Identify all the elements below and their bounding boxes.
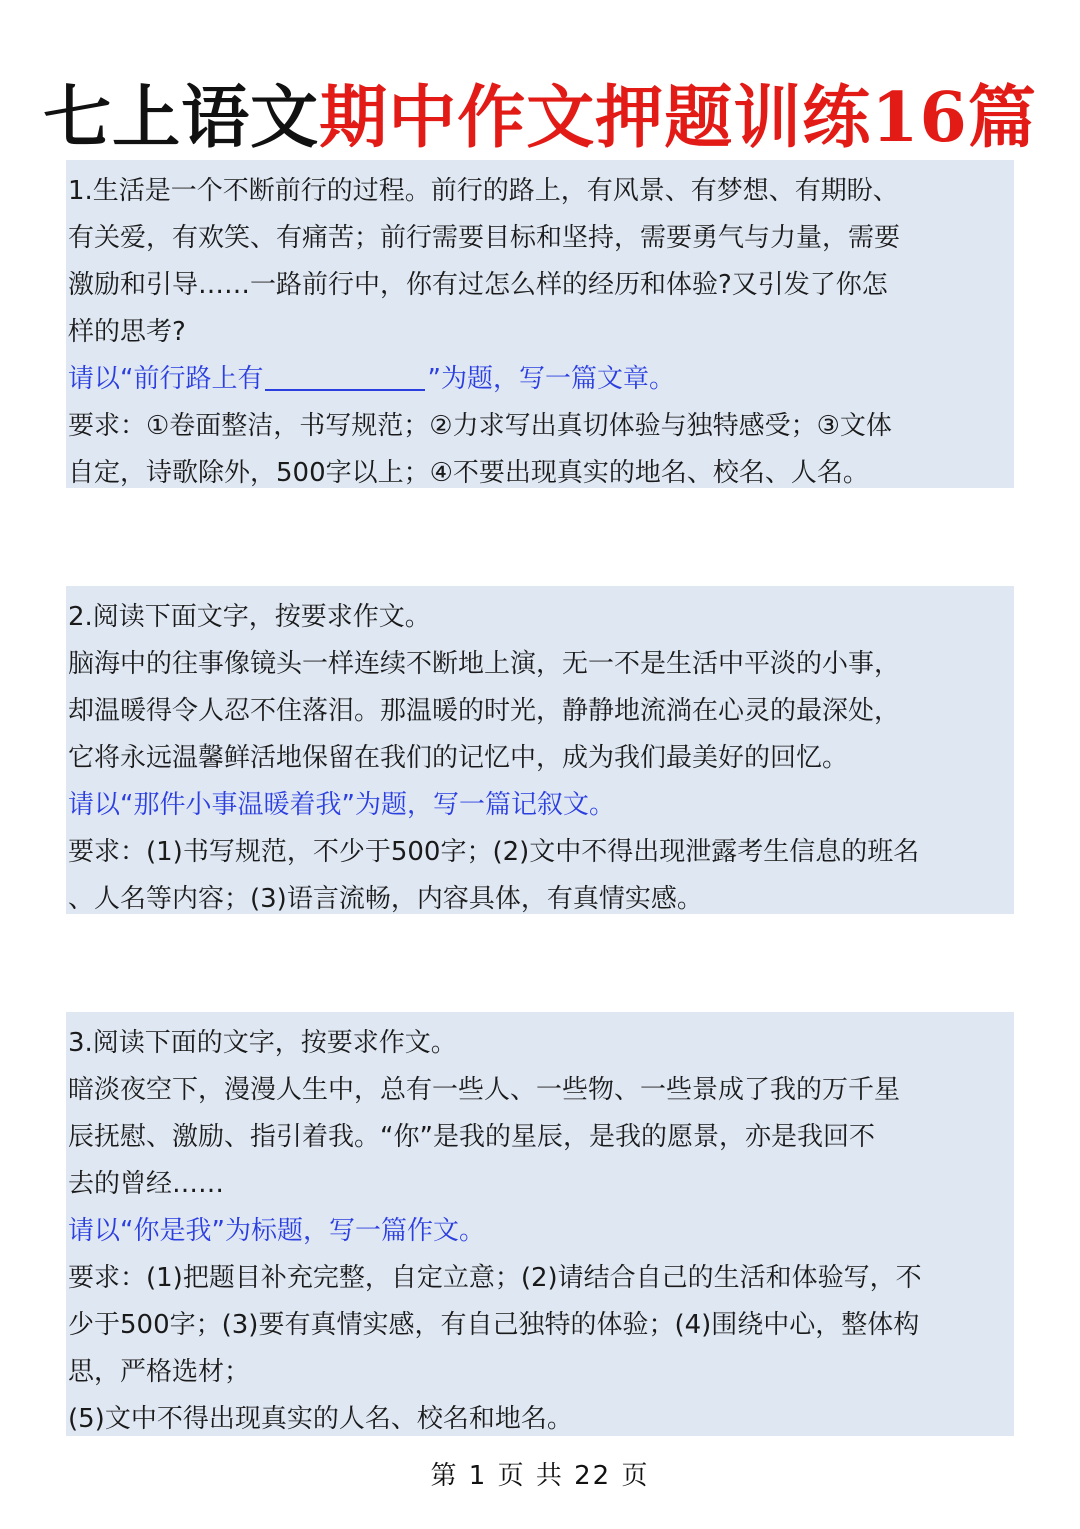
- title-topic: 期中作文押题训练16篇: [319, 78, 1037, 158]
- requirements-line: 自定，诗歌除外，500字以上；④不要出现真实的地名、校名、人名。: [68, 458, 869, 488]
- prompt-text-line: 激励和引导……一路前行中，你有过怎么样的经历和体验?又引发了你怎: [68, 270, 888, 300]
- prompt-text-line: 辰抚慰、激励、指引着我。“你”是我的星辰，是我的愿景，亦是我回不: [68, 1122, 875, 1152]
- prompt-text-line: 去的曾经……: [68, 1169, 225, 1199]
- requirements-line: 少于500字；(3)要有真情实感，有自己独特的体验；(4)围绕中心，整体构: [68, 1310, 920, 1340]
- prompt-text-line: 却温暖得令人忍不住落泪。那温暖的时光，静静地流淌在心灵的最深处，: [68, 696, 901, 726]
- prompt-text-line: 样的思考?: [68, 317, 186, 347]
- title-subject: 七上语文: [43, 78, 320, 158]
- prompt-text-line: 暗淡夜空下，漫漫人生中，总有一些人、一些物、一些景成了我的万千星: [68, 1075, 901, 1105]
- prompt-text-line: 1.生活是一个不断前行的过程。前行的路上，有风景、有梦想、有期盼、: [68, 176, 899, 206]
- prompt-text-line: 脑海中的往事像镜头一样连续不断地上演，无一不是生活中平淡的小事，: [68, 649, 901, 679]
- essay-title-instruction: 请以“你是我”为标题，写一篇作文。: [68, 1216, 485, 1246]
- instruction-before-blank: 请以“前行路上有: [68, 364, 264, 394]
- requirements-line: 要求：(1)把题目补充完整，自定立意；(2)请结合自己的生活和体验写，不: [68, 1263, 922, 1293]
- requirements-line: 思，严格选材；: [68, 1357, 251, 1387]
- essay-title-instruction: 请以“那件小事温暖着我”为题，写一篇记叙文。: [68, 790, 615, 820]
- page-title: [0, 70, 1080, 166]
- prompt-text-line: 它将永远温馨鲜活地保留在我们的记忆中，成为我们最美好的回忆。: [68, 743, 849, 773]
- requirements-line: 要求：①卷面整洁，书写规范；②力求写出真切体验与独特感受；③文体: [68, 411, 892, 441]
- page-number: 第 1 页 共 22 页: [430, 1461, 650, 1491]
- instruction-after-blank: ”为题，写一篇文章。: [427, 364, 675, 394]
- essay-prompt-card-2: [66, 586, 1014, 914]
- essay-prompt-card-3: [66, 1012, 1014, 1436]
- prompt-text-line: 3.阅读下面的文字，按要求作文。: [68, 1028, 457, 1058]
- essay-prompt-card-1: [66, 160, 1014, 488]
- title-blank: [265, 361, 425, 391]
- requirements-line: (5)文中不得出现真实的人名、校名和地名。: [68, 1404, 573, 1434]
- requirements-line: 、人名等内容；(3)语言流畅，内容具体，有真情实感。: [68, 884, 703, 914]
- prompt-text-line: 有关爱，有欢笑、有痛苦；前行需要目标和坚持，需要勇气与力量，需要: [68, 223, 901, 253]
- essay-title-instruction: [68, 356, 1014, 403]
- requirements-line: 要求：(1)书写规范，不少于500字；(2)文中不得出现泄露考生信息的班名: [68, 837, 920, 867]
- prompt-text-line: 2.阅读下面文字，按要求作文。: [68, 602, 431, 632]
